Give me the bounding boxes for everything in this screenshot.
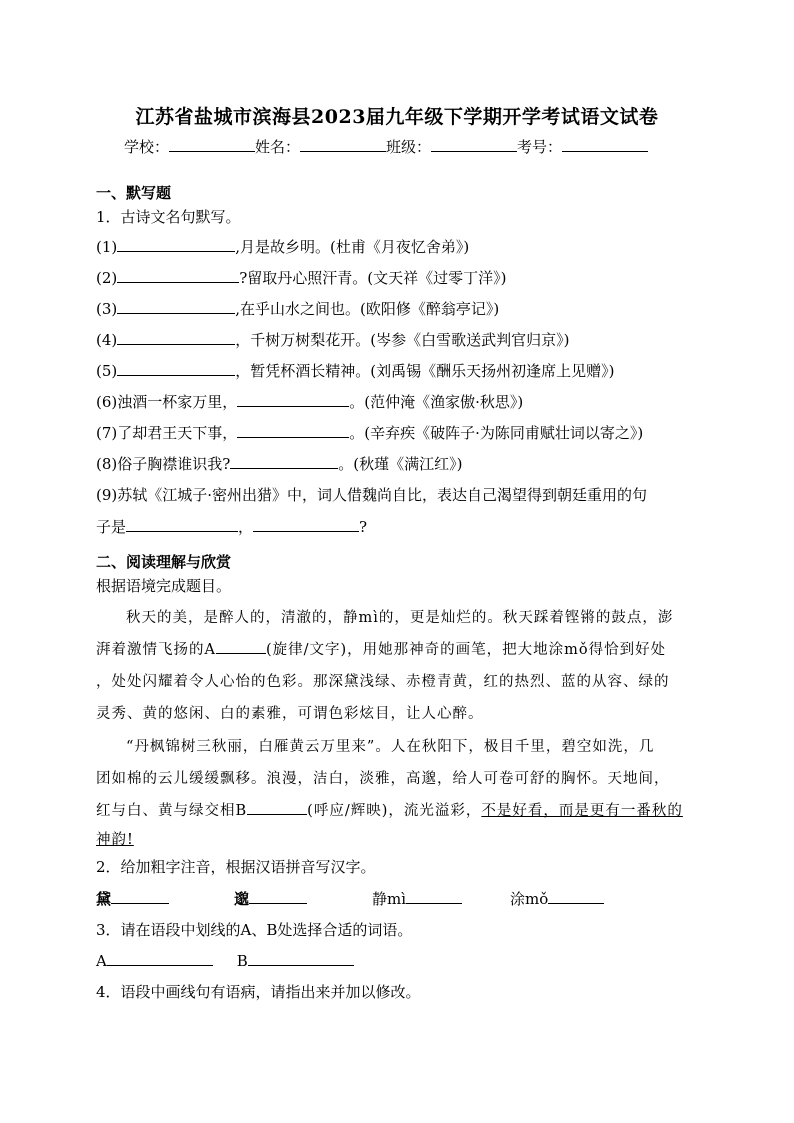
answer-blank-b[interactable]	[248, 950, 354, 966]
item-label: (2)	[96, 269, 118, 287]
item-text: ,月是故乡明。(杜甫《月夜忆舍弟》)	[235, 238, 470, 256]
q2-item-mo: 涂mǒ	[510, 890, 549, 908]
item-text: ?	[359, 518, 368, 536]
answer-blank[interactable]	[237, 422, 349, 438]
item-text: 。(辛弃疾《破阵子·为陈同甫赋壮词以寄之》)	[349, 424, 644, 442]
passage-text: (旋律/文字)，用她那神奇的画笔，把大地涂mǒ得恰到好处	[265, 642, 667, 658]
number-label: 考号：	[517, 138, 563, 156]
blank-a-label: A	[204, 642, 216, 658]
school-label: 学校：	[124, 138, 170, 156]
passage-p1-line4: 灵秀、黄的悠闲、白的素雅，可谓色彩炫目，让人心醉。	[96, 706, 484, 722]
school-blank[interactable]	[169, 135, 255, 152]
blank-a[interactable]	[216, 638, 266, 654]
item-2	[96, 267, 507, 288]
q2-answer-row	[96, 888, 169, 909]
answer-blank[interactable]	[117, 267, 239, 283]
item-9-line2	[96, 516, 367, 537]
q3-label-b: B	[236, 952, 248, 970]
item-label: (4)	[96, 331, 118, 349]
item-text: ,在乎山水之间也。(欧阳修《醉翁亭记》)	[235, 300, 500, 318]
answer-blank[interactable]	[117, 329, 235, 345]
passage-p2-line4	[96, 828, 134, 849]
item-text: 。(范仲淹《渔家傲·秋思》)	[349, 393, 524, 411]
item-5	[96, 360, 614, 381]
answer-blank-a[interactable]	[107, 950, 213, 966]
blank-b-label: B	[235, 803, 248, 819]
reading-intro: 根据语境完成题目。	[96, 577, 232, 595]
item-label: (7)了却君王天下事，	[96, 424, 238, 442]
item-8	[96, 453, 463, 474]
item-label: (3)	[96, 300, 118, 318]
answer-blank[interactable]	[117, 236, 235, 252]
item-3	[96, 298, 499, 319]
answer-blank[interactable]	[111, 888, 169, 904]
name-blank[interactable]	[300, 135, 386, 152]
item-4	[96, 329, 569, 350]
passage-p2-line2: 团如棉的云儿缓缓飘移。浪漫，洁白，淡雅，高邈，给人可卷可舒的胸怀。天地间，	[96, 771, 670, 787]
answer-blank[interactable]	[230, 453, 338, 469]
answer-blank[interactable]	[237, 391, 349, 407]
answer-blank[interactable]	[126, 516, 238, 532]
passage-text: 湃着激情飞扬的	[96, 642, 205, 658]
item-label: (6)浊酒一杯家万里，	[96, 393, 238, 411]
item-text: ，千树万树梨花开。(岑参《白雪歌送武判官归京》)	[235, 331, 570, 349]
q2-item-dai: 黛	[96, 890, 112, 908]
item-text: 子是	[96, 518, 127, 536]
answer-blank[interactable]	[249, 888, 307, 904]
name-label: 姓名：	[255, 138, 301, 156]
section2-heading: 二、阅读理解与欣赏	[96, 553, 232, 571]
passage-p1-line2	[96, 638, 666, 659]
flawed-sentence-part1: 不是好看，而是更有一番秋的	[481, 803, 683, 819]
q2-answer-row-2	[234, 888, 307, 909]
question-3: 3．请在语段中划线的A、B处选择合适的词语。	[96, 921, 413, 939]
item-text: ，暂凭杯酒长精神。(刘禹锡《酬乐天扬州初逢席上见赠》)	[235, 362, 615, 380]
passage-p2-line1: “丹枫锦树三秋丽，白雁黄云万里来”。人在秋阳下，极目千里，碧空如洗，几	[126, 739, 655, 755]
question-4: 4．语段中画线句有语病，请指出来并加以修改。	[96, 983, 421, 1001]
q2-item-mi: 静mì	[372, 890, 407, 908]
answer-blank[interactable]	[548, 888, 604, 904]
passage-p2-line3	[96, 799, 683, 820]
page-title: 江苏省盐城市滨海县2023届九年级下学期开学考试语文试卷	[135, 106, 659, 128]
q2-answer-row-3	[372, 888, 462, 909]
class-blank[interactable]	[431, 135, 517, 152]
student-info-row	[124, 135, 648, 157]
passage-p1-line1: 秋天的美，是醉人的，清澈的，静mì的，更是灿烂的。秋天踩着铿锵的鼓点，澎	[126, 610, 674, 626]
item-1	[96, 236, 469, 257]
passage-text: (呼应/辉映)，流光溢彩，	[307, 803, 482, 819]
flawed-sentence-part2: 神韵!	[96, 832, 134, 848]
item-text: ?留取丹心照汗青。(文天祥《过零丁洋》)	[239, 269, 507, 287]
answer-blank[interactable]	[117, 298, 235, 314]
q3-answer-row	[96, 950, 354, 970]
blank-b[interactable]	[247, 799, 307, 815]
number-blank[interactable]	[562, 135, 648, 152]
item-label: (1)	[96, 238, 118, 256]
class-label: 班级：	[386, 138, 432, 156]
passage-p1-line3: ，处处闪耀着令人心怡的色彩。那深黛浅绿、赤橙青黄，红的热烈、蓝的从容、绿的	[96, 674, 670, 690]
item-label: (5)	[96, 362, 118, 380]
question-2: 2．给加粗字注音，根据汉语拼音写汉字。	[96, 858, 376, 876]
item-text: ，	[238, 518, 254, 536]
q2-answer-row-4	[510, 888, 604, 909]
item-label: (8)俗子胸襟谁识我?	[96, 455, 231, 473]
question-1: 1．古诗文名句默写。	[96, 208, 241, 226]
q2-item-miao: 邈	[234, 890, 250, 908]
q3-label-a: A	[96, 952, 107, 970]
item-9-line1: (9)苏轼《江城子·密州出猎》中，词人借魏尚自比，表达自己渴望得到朝廷重用的句	[96, 486, 648, 504]
section1-heading: 一、默写题	[96, 184, 172, 202]
item-text: 。(秋瑾《满江红》)	[338, 455, 463, 473]
answer-blank[interactable]	[406, 888, 462, 904]
answer-blank[interactable]	[253, 516, 359, 532]
item-6	[96, 391, 523, 412]
passage-text: 红与白、黄与绿交相	[96, 803, 236, 819]
answer-blank[interactable]	[117, 360, 235, 376]
item-7	[96, 422, 643, 443]
